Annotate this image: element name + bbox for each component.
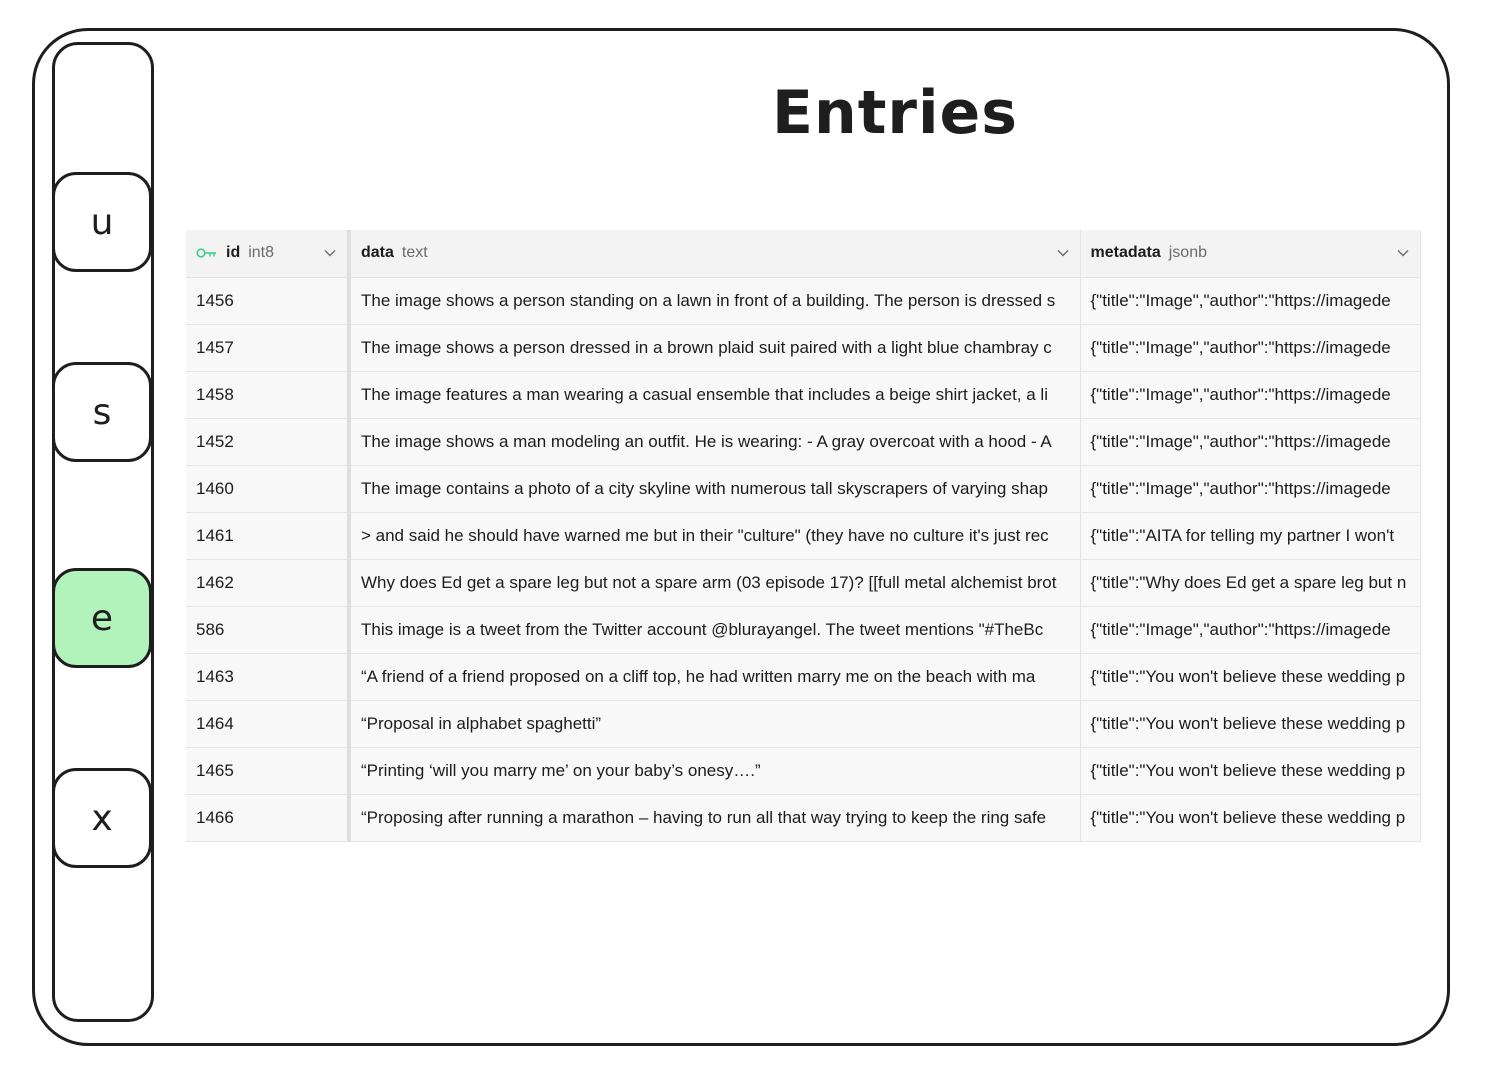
cell-data[interactable]: “Proposing after running a marathon – having to run all that way trying to keep the ring safe	[349, 794, 1080, 841]
cell-metadata[interactable]: {"title":"Image","author":"https://imagede	[1080, 324, 1420, 371]
column-type-metadata: jsonb	[1168, 244, 1207, 262]
cell-id[interactable]: 1458	[186, 371, 349, 418]
cell-data[interactable]: “A friend of a friend proposed on a cliff top, he had written marry me on the beach with ma	[349, 653, 1080, 700]
nav-button-s[interactable]: s	[52, 362, 152, 462]
cell-metadata[interactable]: {"title":"AITA for telling my partner I won't	[1080, 512, 1420, 559]
cell-metadata[interactable]: {"title":"Image","author":"https://imagede	[1080, 465, 1420, 512]
column-type-data: text	[401, 244, 428, 262]
cell-id[interactable]: 1461	[186, 512, 349, 559]
column-name-data: data	[361, 244, 394, 262]
cell-data[interactable]: “Proposal in alphabet spaghetti”	[349, 700, 1080, 747]
column-type-id: int8	[248, 244, 275, 262]
cell-id[interactable]: 1456	[186, 277, 349, 324]
table-row[interactable]	[186, 418, 1420, 465]
table-row[interactable]	[186, 371, 1420, 418]
cell-id[interactable]: 1462	[186, 559, 349, 606]
cell-data[interactable]: The image shows a man modeling an outfit. He is wearing: - A gray overcoat with a hood - A	[349, 418, 1080, 465]
cell-data[interactable]: The image contains a photo of a city skyline with numerous tall skyscrapers of varying shap	[349, 465, 1080, 512]
nav-button-e[interactable]: e	[52, 568, 152, 668]
chevron-down-icon[interactable]	[323, 246, 337, 260]
cell-metadata[interactable]: {"title":"Image","author":"https://imagede	[1080, 606, 1420, 653]
cell-data[interactable]: > and said he should have warned me but in their "culture" (they have no culture it's just rec	[349, 512, 1080, 559]
table-row[interactable]	[186, 559, 1420, 606]
table-header-row	[186, 230, 1420, 277]
table-row[interactable]	[186, 512, 1420, 559]
cell-metadata[interactable]: {"title":"Image","author":"https://imagede	[1080, 277, 1420, 324]
table-row[interactable]	[186, 653, 1420, 700]
cell-id[interactable]: 1452	[186, 418, 349, 465]
cell-data[interactable]: The image features a man wearing a casual ensemble that includes a beige shirt jacket, a li	[349, 371, 1080, 418]
column-name-metadata: metadata	[1090, 244, 1161, 262]
cell-id[interactable]: 1466	[186, 794, 349, 841]
page-title: Entries	[772, 78, 1018, 148]
cell-data[interactable]: The image shows a person standing on a lawn in front of a building. The person is dressed s	[349, 277, 1080, 324]
cell-metadata[interactable]: {"title":"You won't believe these wedding p	[1080, 700, 1420, 747]
cell-metadata[interactable]: {"title":"You won't believe these wedding p	[1080, 794, 1420, 841]
entries-table	[186, 230, 1421, 842]
cell-metadata[interactable]: {"title":"Image","author":"https://imagede	[1080, 418, 1420, 465]
cell-id[interactable]: 1463	[186, 653, 349, 700]
cell-metadata[interactable]: {"title":"Why does Ed get a spare leg but n	[1080, 559, 1420, 606]
cell-id[interactable]: 1464	[186, 700, 349, 747]
column-header-id[interactable]	[186, 230, 349, 277]
cell-metadata[interactable]: {"title":"You won't believe these wedding p	[1080, 653, 1420, 700]
cell-id[interactable]: 1457	[186, 324, 349, 371]
nav-button-x[interactable]: x	[52, 768, 152, 868]
cell-id[interactable]: 586	[186, 606, 349, 653]
table-row[interactable]	[186, 277, 1420, 324]
column-header-metadata[interactable]	[1080, 230, 1420, 277]
cell-id[interactable]: 1465	[186, 747, 349, 794]
chevron-down-icon[interactable]	[1396, 246, 1410, 260]
chevron-down-icon[interactable]	[1056, 246, 1070, 260]
column-header-data[interactable]	[349, 230, 1080, 277]
table-row[interactable]	[186, 794, 1420, 841]
cell-data[interactable]: Why does Ed get a spare leg but not a spare arm (03 episode 17)? [[full metal alchemist brot	[349, 559, 1080, 606]
table-row[interactable]	[186, 465, 1420, 512]
table-row[interactable]	[186, 606, 1420, 653]
cell-data[interactable]: The image shows a person dressed in a brown plaid suit paired with a light blue chambray c	[349, 324, 1080, 371]
cell-id[interactable]: 1460	[186, 465, 349, 512]
column-name-id: id	[226, 244, 241, 262]
table-row[interactable]	[186, 747, 1420, 794]
table-row[interactable]	[186, 700, 1420, 747]
cell-data[interactable]: This image is a tweet from the Twitter account @blurayangel. The tweet mentions "#TheBc	[349, 606, 1080, 653]
nav-button-u[interactable]: u	[52, 172, 152, 272]
table-row[interactable]	[186, 324, 1420, 371]
cell-metadata[interactable]: {"title":"Image","author":"https://imagede	[1080, 371, 1420, 418]
cell-metadata[interactable]: {"title":"You won't believe these wedding p	[1080, 747, 1420, 794]
cell-data[interactable]: “Printing ‘will you marry me’ on your baby’s onesy….”	[349, 747, 1080, 794]
primary-key-icon	[196, 246, 218, 260]
